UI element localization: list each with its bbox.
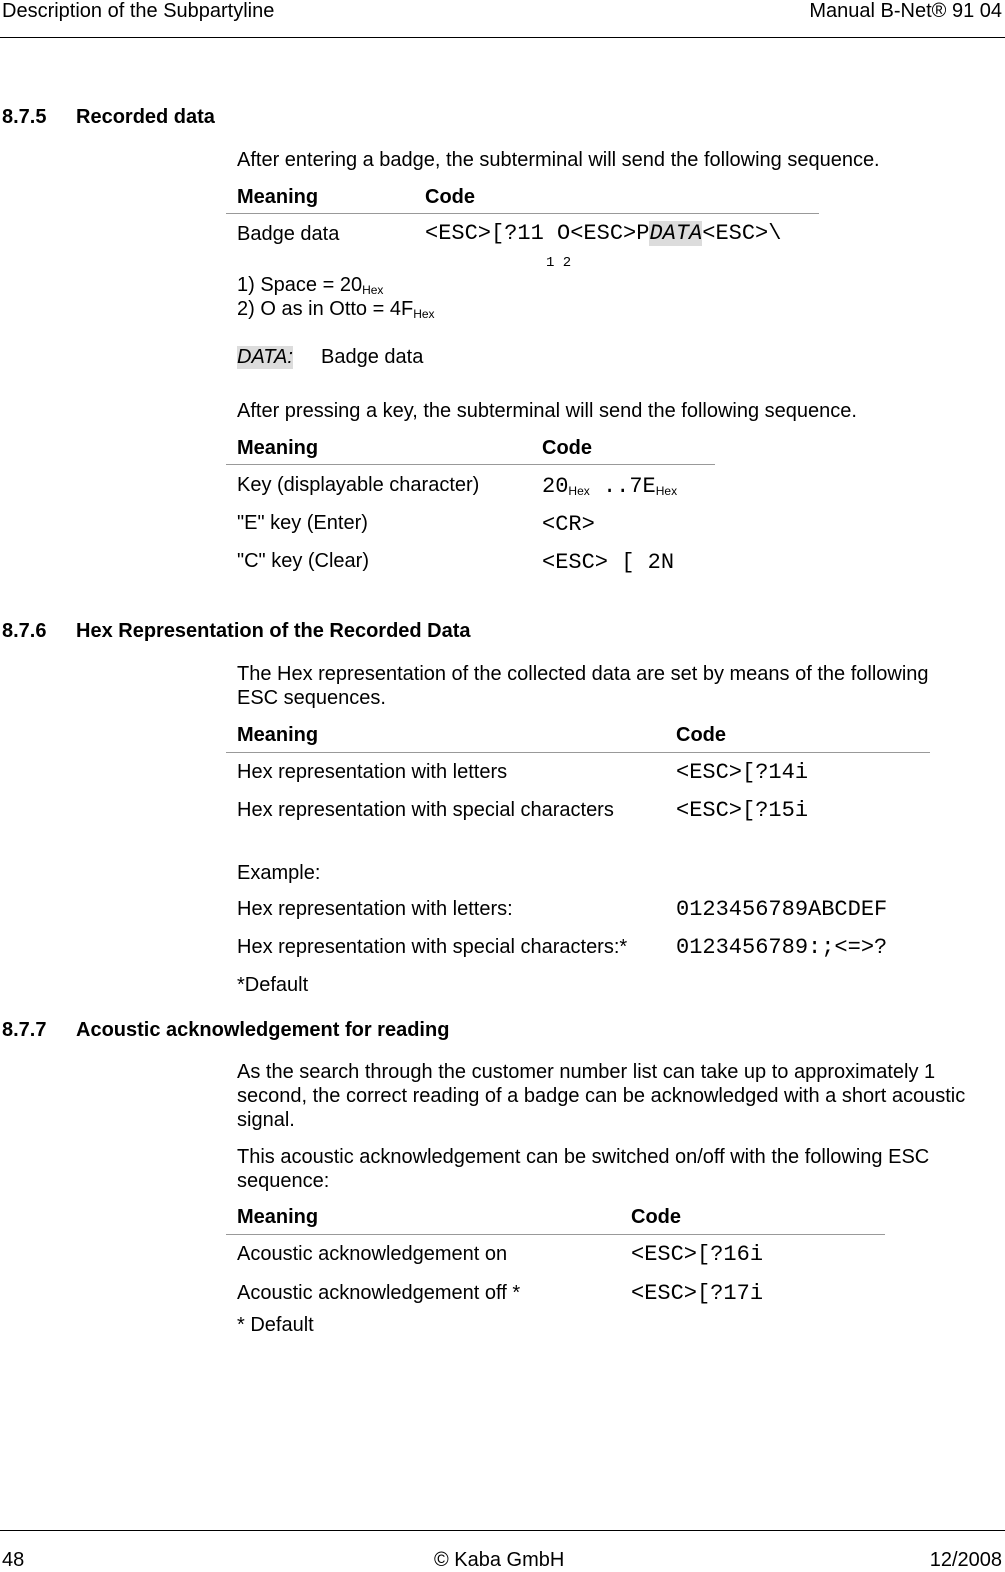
section-title: Recorded data [76,106,215,128]
footnote-1: 1) Space = $20_{Hex}$ [237,274,384,297]
table-cell-meaning: Hex representation with special characters [237,799,614,821]
definition-term: DATA: [237,346,293,368]
footer-copyright: © Kaba GmbH [434,1549,565,1571]
paragraph: After entering a badge, the subterminal will send the following sequence. [237,149,880,171]
table-cell-code: <ESC> [ 2N [542,550,675,575]
paragraph-line: sequence: [237,1170,330,1192]
table-header-code: Code [542,437,592,459]
section-title: Hex Representation of the Recorded Data [76,620,471,642]
table-header-code: Code [631,1206,681,1228]
page-number: 48 [2,1549,25,1571]
table-cell-meaning: "C" key (Clear) [237,550,369,572]
table-cell-code: <ESC>[?16i [631,1242,764,1267]
paragraph-line: This acoustic acknowledgement can be switched on/off with the following ESC [237,1146,930,1168]
table-cell-meaning: "E" key (Enter) [237,512,368,534]
paragraph-line: The Hex representation of the collected data are set by means of the following [237,663,929,685]
table-header-code: Code [425,186,475,208]
footer-rule [0,1530,1005,1531]
table-header-meaning: Meaning [237,724,319,746]
table-header-code: Code [676,724,726,746]
table-cell-meaning: Acoustic acknowledgement on [237,1243,508,1265]
table-rule [226,213,819,214]
section-number: 8.7.6 [2,620,47,642]
table-cell-code: <CR> [542,512,595,537]
section-number: 8.7.7 [2,1019,47,1041]
table-rule [226,1234,885,1235]
default-note: *Default [237,974,309,996]
table-header-meaning: Meaning [237,437,319,459]
example-meaning: Hex representation with special characters:* [237,936,628,958]
example-meaning: Hex representation with letters: [237,898,513,920]
definition-desc: Badge data [321,346,424,368]
table-header-meaning: Meaning [237,186,319,208]
example-code: 0123456789ABCDEF [676,897,888,922]
table-cell-code: <ESC>[?17i [631,1281,764,1306]
paragraph-line: As the search through the customer number list can take up to approximately 1 [237,1061,936,1083]
table-cell-code: 20Hex ..7EHex [542,474,678,499]
table-cell-meaning: Badge data [237,223,340,245]
footer-date: 12/2008 [929,1549,1002,1571]
footnote-marks: 1 2 [546,255,572,271]
section-number: 8.7.5 [2,106,47,128]
table-cell-code: <ESC>[?14i [676,760,809,785]
header-left: Description of the Subpartyline [2,0,275,22]
table-rule [226,752,930,753]
paragraph-line: second, the correct reading of a badge can be acknowledged with a short acoustic [237,1085,966,1107]
paragraph-line: signal. [237,1109,295,1131]
table-cell-meaning: Hex representation with letters [237,761,508,783]
header-rule [0,37,1005,38]
table-cell-code: <ESC>[?15i [676,798,809,823]
header-right: Manual B-Net® 91 04 [809,0,1002,22]
table-cell-meaning: Acoustic acknowledgement off * [237,1282,521,1304]
table-cell-meaning: Key (displayable character) [237,474,480,496]
section-title: Acoustic acknowledgement for reading [76,1019,450,1041]
example-code: 0123456789:;<=>? [676,935,888,960]
table-header-meaning: Meaning [237,1206,319,1228]
paragraph-line: ESC sequences. [237,687,386,709]
table-cell-code: <ESC>[?11 O<ESC>PDATA<ESC>\ [425,221,782,246]
example-label: Example: [237,862,321,884]
footnote-2: 2) O as in Otto = $4F_{Hex}$ [237,298,435,321]
paragraph: After pressing a key, the subterminal will send the following sequence. [237,400,857,422]
default-note: * Default [237,1314,314,1336]
table-rule [226,464,715,465]
